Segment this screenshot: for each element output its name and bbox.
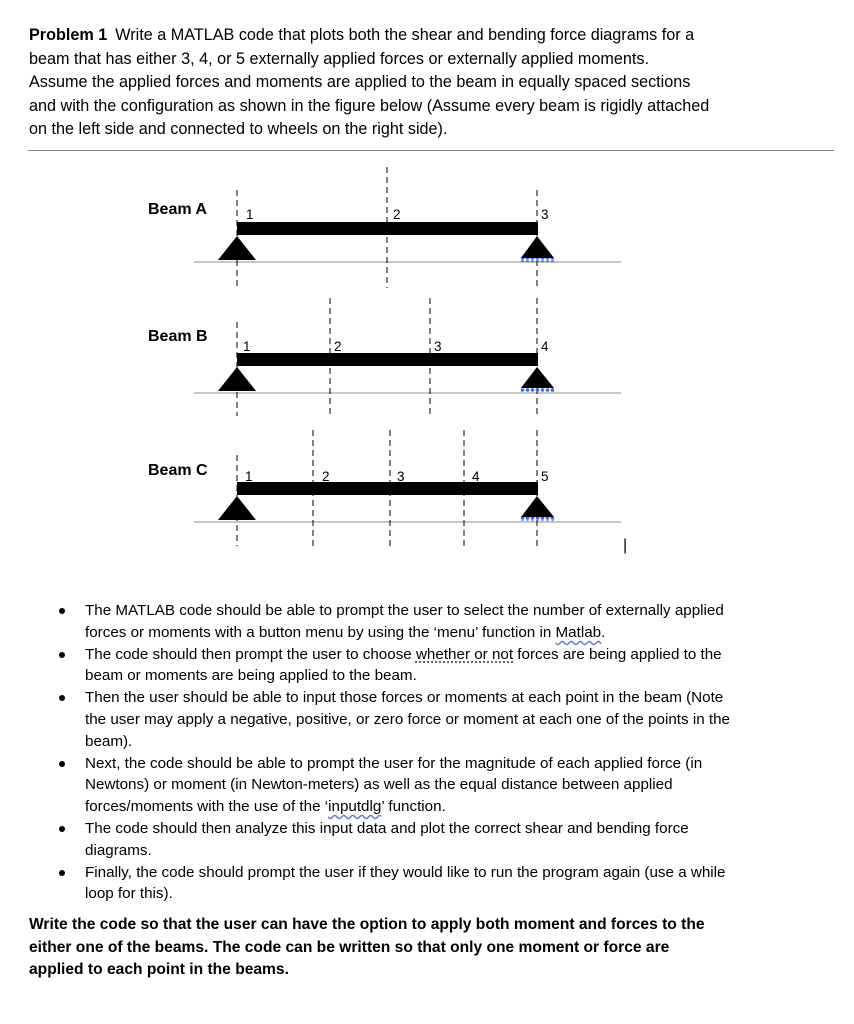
- fixed-support: [218, 236, 256, 260]
- beam-b-diagram: [148, 298, 621, 416]
- intro-line: and with the configuration as shown in the figure below (Assume every beam is rigidly attached: [29, 96, 710, 115]
- bullet-line: The code should then analyze this input data and plot the correct shear and bending force: [85, 819, 689, 837]
- roller-support: [521, 367, 554, 388]
- point-label: 2: [393, 207, 401, 222]
- beam-label: Beam B: [148, 328, 208, 345]
- fixed-support: [218, 367, 256, 391]
- point-label: 5: [541, 469, 549, 484]
- wheels-icon: [521, 258, 554, 262]
- point-label: 4: [541, 339, 549, 354]
- list-item: [0, 753, 854, 818]
- closing-line: Write the code so that the user can have the option to apply both moment and forces to the: [29, 916, 705, 933]
- beam-bar: [237, 222, 538, 235]
- intro-line: Assume the applied forces and moments are applied to the beam in equally spaced sections: [29, 73, 691, 91]
- bullet-text: The code should then prompt the user to choose: [85, 645, 416, 663]
- spellcheck-word: inputdlg: [328, 798, 382, 816]
- bullet-text: forces or moments with a button menu by using the ‘menu’ function in: [85, 623, 556, 641]
- bullet-line: Then the user should be able to input those forces or moments at each point in the beam (Note: [85, 689, 724, 707]
- point-label: 1: [246, 207, 254, 222]
- bullet-text: forces/moments with the use of the ‘: [85, 798, 329, 816]
- problem-label: Problem 1: [29, 26, 108, 44]
- bullet-text: ’ function.: [381, 798, 446, 816]
- beam-c-diagram: [148, 430, 621, 546]
- list-item: [0, 644, 854, 688]
- beam-bar: [237, 353, 538, 366]
- point-label: 4: [472, 469, 480, 484]
- bullet-line: [85, 796, 854, 818]
- wheels-icon: [521, 388, 554, 392]
- beam-figure: [0, 160, 854, 560]
- point-label: 3: [434, 339, 442, 354]
- bullet-line: loop for this).: [85, 885, 173, 903]
- bullet-text: forces are being applied to the: [513, 645, 722, 663]
- list-item: [0, 687, 854, 752]
- closing-line: applied to each point in the beams.: [29, 961, 289, 978]
- spellcheck-word: Matlab: [555, 623, 602, 641]
- bullet-line: beam).: [85, 732, 133, 750]
- wheels-icon: [521, 517, 554, 521]
- bullet-line: [85, 622, 854, 644]
- intro-line: beam that has either 3, 4, or 5 externally applied forces or externally applied moments.: [29, 49, 649, 68]
- bullet-line: Next, the code should be able to prompt the user for the magnitude of each applied force (in: [85, 754, 703, 772]
- bullet-line: Finally, the code should prompt the user if they would like to run the program again (use a while: [85, 863, 726, 881]
- beam-label: Beam A: [148, 201, 207, 218]
- point-label: 1: [245, 469, 253, 484]
- roller-support: [521, 236, 554, 258]
- requirements-list: [0, 600, 854, 905]
- closing-line: either one of the beams. The code can be written so that only one moment or force are: [29, 938, 670, 956]
- grammar-flag: whether or not: [415, 645, 514, 663]
- fixed-support: [218, 496, 256, 520]
- bullet-line: the user may apply a negative, positive, or zero force or moment at each one of the points in the: [85, 710, 730, 728]
- problem-statement: [29, 24, 789, 142]
- beam-a-diagram: [148, 167, 621, 288]
- bullet-line: [85, 644, 854, 666]
- header-divider: [28, 150, 834, 151]
- intro-line: [29, 24, 789, 48]
- point-label: 2: [334, 339, 342, 354]
- bullet-text: .: [601, 623, 606, 641]
- roller-support: [521, 496, 554, 517]
- closing-instructions: [29, 914, 829, 982]
- point-label: 1: [243, 339, 251, 354]
- list-item: [0, 818, 854, 862]
- list-item: [0, 600, 854, 644]
- bullet-line: Newtons) or moment (in Newton-meters) as well as the equal distance between applied: [85, 776, 673, 794]
- intro-text: Write a MATLAB code that plots both the shear and bending force diagrams for a: [115, 26, 695, 44]
- point-label: 3: [541, 207, 549, 222]
- beam-bar: [237, 482, 538, 495]
- bullet-line: The MATLAB code should be able to prompt the user to select the number of externally applied: [85, 602, 724, 619]
- bullet-line: beam or moments are being applied to the beam.: [85, 667, 417, 685]
- beam-label: Beam C: [148, 462, 208, 479]
- intro-line: on the left side and connected to wheels on the right side).: [29, 120, 448, 138]
- point-label: 2: [322, 469, 330, 484]
- point-label: 3: [397, 469, 405, 484]
- bullet-line: diagrams.: [85, 841, 152, 859]
- list-item: [0, 862, 854, 906]
- text-cursor: |: [623, 537, 628, 554]
